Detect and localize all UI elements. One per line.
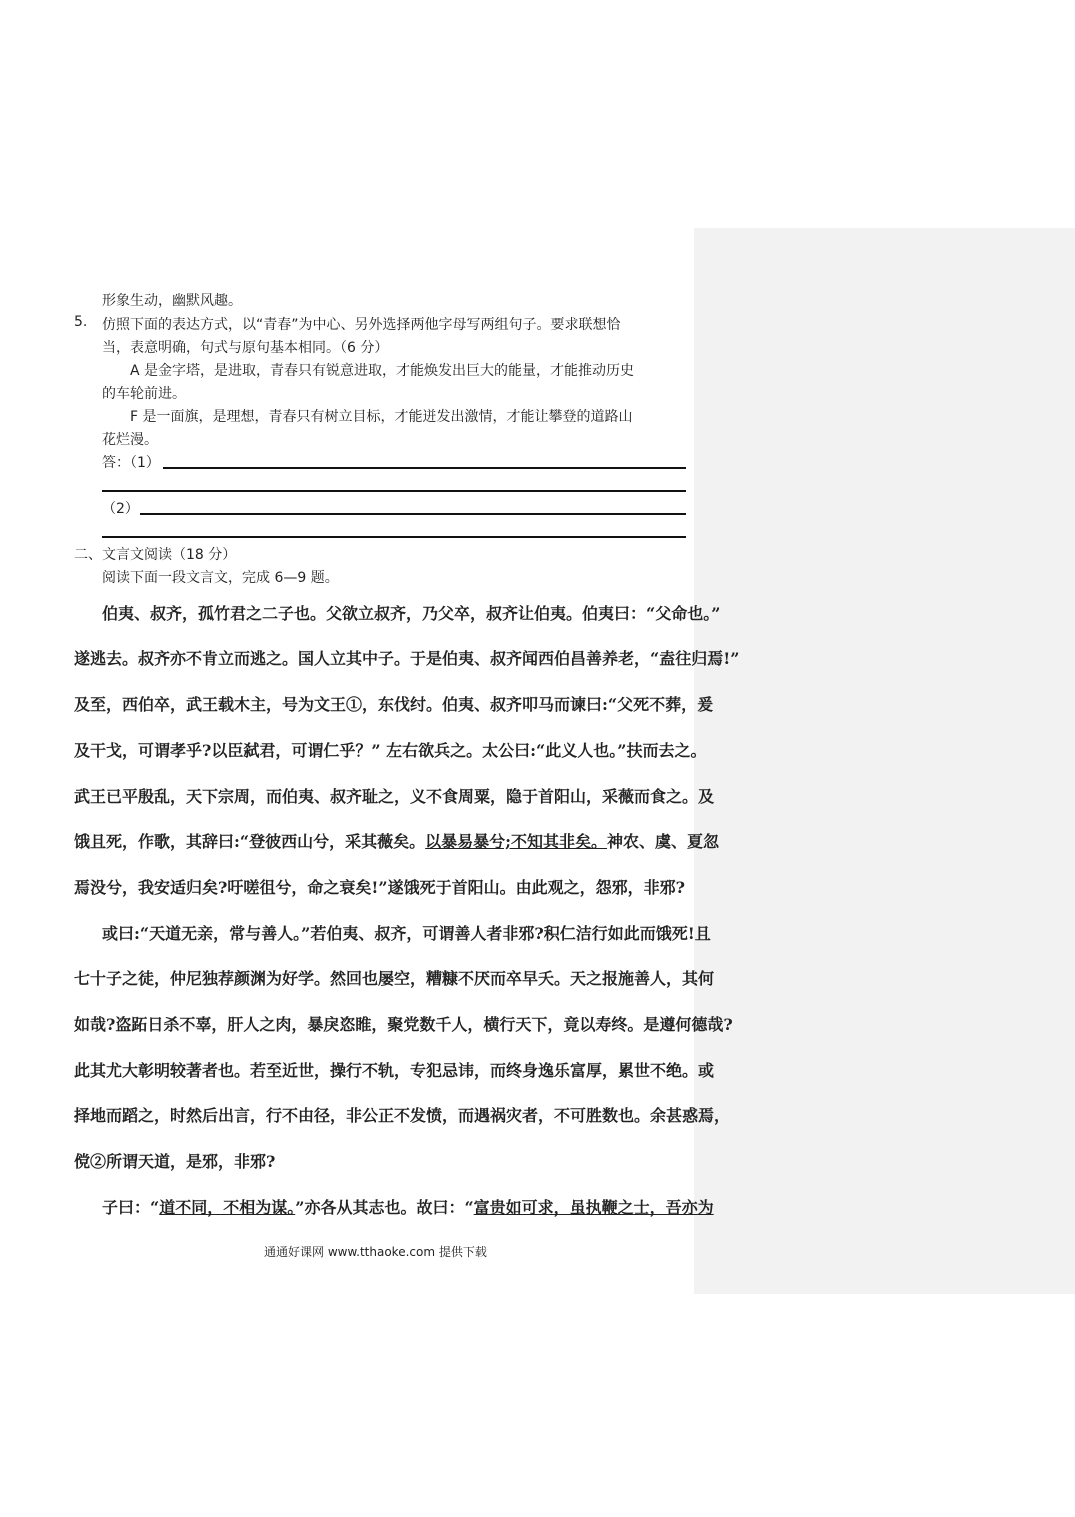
passage-p2-line4: 此其尤大彰明较著者也。若至近世，操行不轨，专犯忌讳，而终身逸乐富厚，累世不绝。或 (74, 1061, 715, 1080)
page-footer: 通通好课网 www.tthaoke.com 提供下载 (264, 1245, 487, 1259)
section2-heading: 二、文言文阅读（18 分） (74, 547, 237, 563)
passage-p1-line1: 伯夷、叔齐，孤竹君之二子也。父欲立叔齐，乃父卒，叔齐让伯夷。伯夷曰：“父命也。” (102, 604, 721, 623)
q5-prompt-line1: 仿照下面的表达方式，以“青春”为中心、另外选择两他字母写两组句子。要求联想恰 (102, 317, 621, 333)
answer-line-1a[interactable] (163, 467, 686, 469)
passage-p3-b: ”亦各从其志也。故曰：“ (295, 1198, 474, 1217)
passage-p1-line4: 及干戈，可谓孝乎?以臣弑君，可谓仁乎？” 左右欲兵之。太公曰:“此义人也。”扶而去之。 (74, 741, 707, 760)
passage-p2-line5: 择地而蹈之，时然后出言，行不由径，非公正不发愤，而遇祸灾者，不可胜数也。余甚惑焉， (74, 1106, 731, 1125)
passage-p2-line3: 如哉?盗跖日杀不辜，肝人之肉，暴戾恣睢，聚党数千人，横行天下，竟以寿终。是遵何德哉? (74, 1015, 733, 1034)
underlined-sentence-1: 以暴易暴兮;不知其非矣。 (425, 832, 608, 851)
underlined-quote-1: 道不同，不相为谋。 (159, 1198, 296, 1217)
answer-line-1b[interactable] (102, 490, 686, 492)
passage-p2-line6: 傥②所谓天道，是邪，非邪? (74, 1152, 276, 1171)
passage-p3-line1 (102, 1195, 714, 1218)
passage-p1-line6-b: 神农、虞、夏忽 (607, 832, 720, 851)
passage-p2-line2: 七十子之徒，仲尼独荐颜渊为好学。然回也屡空，糟糠不厌而卒早夭。天之报施善人，其何 (74, 969, 715, 988)
section2-instruction: 阅读下面一段文言文，完成 6—9 题。 (102, 570, 339, 586)
passage-p1-line6-a: 饿且死，作歌，其辞曰:“登彼西山兮，采其薇矣。 (74, 832, 426, 851)
q4-tail-text: 形象生动，幽默风趣。 (102, 293, 242, 309)
q5-example-a-line2: 的车轮前进。 (102, 386, 186, 402)
answer-label-2: （2） (102, 501, 139, 517)
q5-prompt-line2: 当，表意明确，句式与原句基本相同。（6 分） (102, 340, 389, 356)
q5-number: 5. (74, 314, 88, 330)
answer-line-2a[interactable] (140, 513, 686, 515)
passage-p1-line5: 武王已平殷乱，天下宗周，而伯夷、叔齐耻之，义不食周粟，隐于首阳山，采薇而食之。及 (74, 787, 715, 806)
answer-label-1: 答：（1） (102, 455, 160, 471)
passage-p1-line6 (74, 829, 719, 852)
q5-example-f-line2: 花烂漫。 (102, 432, 158, 448)
passage-p1-line2: 遂逃去。叔齐亦不肯立而逃之。国人立其中子。于是伯夷、叔齐闻西伯昌善养老，“盍往归焉!” (74, 649, 740, 668)
q5-example-a-line1: A 是金字塔，是进取，青春只有锐意进取，才能焕发出巨大的能量，才能推动历史 (130, 363, 635, 379)
passage-p2-line1: 或曰:“天道无亲，常与善人。”若伯夷、叔齐，可谓善人者非邪?积仁洁行如此而饿死!且 (102, 924, 711, 943)
answer-line-2b[interactable] (102, 536, 686, 538)
passage-p1-line3: 及至，西伯卒，武王载木主，号为文王①，东伐纣。伯夷、叔齐叩马而谏曰:“父死不葬，爰 (74, 695, 714, 714)
passage-p1-line7: 焉没兮，我安适归矣?吁嗟徂兮，命之衰矣!”遂饿死于首阳山。由此观之，怨邪，非邪? (74, 878, 685, 897)
q5-example-f-line1: F 是一面旗，是理想，青春只有树立目标，才能迸发出激情，才能让攀登的道路山 (130, 409, 633, 425)
comment-sidebar (694, 228, 1075, 1294)
passage-p3-a: 子曰：“ (102, 1198, 160, 1217)
underlined-quote-2: 富贵如可求，虽执鞭之士，吾亦为 (473, 1198, 714, 1217)
